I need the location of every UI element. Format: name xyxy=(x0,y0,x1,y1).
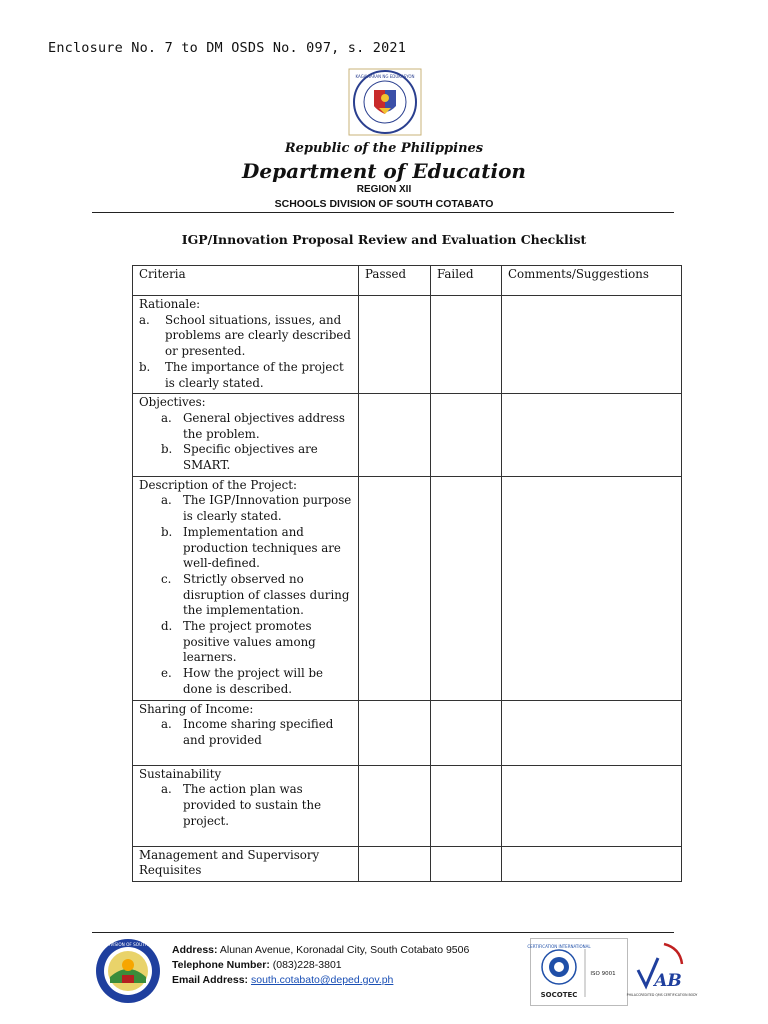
criterion-item xyxy=(139,493,353,524)
criterion-items xyxy=(139,313,353,392)
criteria-cell xyxy=(133,296,359,394)
passed-cell[interactable] xyxy=(359,476,431,700)
republic-line: Republic of the Philippines xyxy=(284,141,484,156)
table-row xyxy=(133,765,682,846)
criterion-items xyxy=(139,411,353,474)
passed-cell[interactable] xyxy=(359,765,431,846)
criterion-item xyxy=(139,411,353,442)
item-text: How the project will be done is described. xyxy=(183,666,324,696)
division-line: SCHOOLS DIVISION OF SOUTH COTABATO xyxy=(274,198,494,210)
failed-cell[interactable] xyxy=(431,700,502,765)
criterion-item xyxy=(139,525,353,572)
item-text: School situations, issues, and problems are clearly described or presented. xyxy=(165,312,351,359)
comments-cell[interactable] xyxy=(502,394,682,477)
header-divider xyxy=(92,212,674,213)
svg-text:CERTIFICATION INTERNATIONAL: CERTIFICATION INTERNATIONAL xyxy=(527,944,591,949)
criterion-item xyxy=(139,360,353,391)
email-link[interactable]: south.cotabato@deped.gov.ph xyxy=(250,974,394,986)
criterion-item xyxy=(139,313,353,360)
item-marker: a. xyxy=(139,312,150,327)
item-text: The project promotes positive values among learners. xyxy=(183,619,316,665)
item-marker: b. xyxy=(161,442,173,457)
table-row xyxy=(133,846,682,881)
header-criteria: Criteria xyxy=(133,266,359,296)
criterion-items xyxy=(139,717,353,748)
item-marker: a. xyxy=(161,493,172,508)
phone-line: Telephone Number: (083)228-3801 xyxy=(172,959,342,971)
item-marker: b. xyxy=(139,359,151,374)
svg-text:PHILACCREDITED QMS CERTIFICATI: PHILACCREDITED QMS CERTIFICATION BODY xyxy=(626,993,698,997)
failed-cell[interactable] xyxy=(431,765,502,846)
header-failed: Failed xyxy=(431,266,502,296)
footer-divider xyxy=(92,932,674,933)
table-row xyxy=(133,296,682,394)
item-marker: a. xyxy=(161,782,172,797)
table-row xyxy=(133,394,682,477)
criteria-cell xyxy=(133,700,359,765)
comments-cell[interactable] xyxy=(502,846,682,881)
item-marker: d. xyxy=(161,619,173,634)
criterion-heading: Description of the Project: xyxy=(139,477,297,492)
item-text: The IGP/Innovation purpose is clearly stated. xyxy=(183,493,352,524)
region-line: REGION XII xyxy=(356,184,412,195)
division-seal-logo xyxy=(84,937,172,1005)
header-passed: Passed xyxy=(359,266,431,296)
item-text: Income sharing specified and provided xyxy=(183,717,334,747)
criteria-cell xyxy=(133,846,359,881)
failed-cell[interactable] xyxy=(431,296,502,394)
table-row xyxy=(133,476,682,700)
passed-cell[interactable] xyxy=(359,296,431,394)
svg-text:SOCOTEC: SOCOTEC xyxy=(540,991,578,999)
email-line: Email Address: south.cotabato@deped.gov.ph xyxy=(172,974,394,986)
item-marker: a. xyxy=(161,410,172,425)
criterion-items xyxy=(139,782,353,829)
comments-cell[interactable] xyxy=(502,700,682,765)
address-line: Address: Alunan Avenue, Koronadal City, South Cotabato 9506 xyxy=(172,944,470,956)
failed-cell[interactable] xyxy=(431,476,502,700)
document-title: IGP/Innovation Proposal Review and Evaluation Checklist xyxy=(181,232,587,247)
criterion-item xyxy=(139,572,353,619)
item-text: General objectives address the problem. xyxy=(183,410,345,441)
criterion-item xyxy=(139,782,353,829)
item-marker: c. xyxy=(161,571,172,586)
criteria-cell xyxy=(133,476,359,700)
deped-seal-logo xyxy=(348,68,422,136)
item-text: The action plan was provided to sustain the project. xyxy=(183,782,322,828)
header-comments: Comments/Suggestions xyxy=(502,266,682,296)
criterion-item xyxy=(139,666,353,697)
ab-accreditation-logo xyxy=(626,938,698,1006)
criterion-item xyxy=(139,619,353,666)
comments-cell[interactable] xyxy=(502,296,682,394)
criterion-item xyxy=(139,717,353,748)
item-text: Strictly observed no disruption of classes during the implementation. xyxy=(183,571,350,618)
criterion-items xyxy=(139,493,353,697)
table-row xyxy=(133,700,682,765)
comments-cell[interactable] xyxy=(502,765,682,846)
criterion-heading: Objectives: xyxy=(139,395,206,410)
item-text: Specific objectives are SMART. xyxy=(183,442,318,473)
failed-cell[interactable] xyxy=(431,394,502,477)
svg-text:ISO 9001: ISO 9001 xyxy=(590,971,616,977)
criterion-heading: Sustainability xyxy=(139,766,222,781)
division-seal-text: SCHOOLS DIVISION OF SOUTH COTABATO xyxy=(84,942,172,947)
failed-cell[interactable] xyxy=(431,846,502,881)
passed-cell[interactable] xyxy=(359,394,431,477)
seal-text: KAGAWARAN NG EDUKASYON xyxy=(355,74,415,79)
passed-cell[interactable] xyxy=(359,700,431,765)
criterion-heading: Management and Supervisory Requisites xyxy=(139,847,320,878)
table-header-row xyxy=(133,266,682,296)
department-name: Department of Education xyxy=(242,159,526,183)
item-marker: e. xyxy=(161,666,172,681)
enclosure-reference: Enclosure No. 7 to DM OSDS No. 097, s. 2021 xyxy=(48,40,407,56)
item-text: The importance of the project is clearly stated. xyxy=(165,359,344,390)
socotec-iso-certification-logo xyxy=(527,938,628,1006)
item-marker: a. xyxy=(161,717,172,732)
svg-text:AB: AB xyxy=(654,971,682,991)
contact-block xyxy=(172,943,469,988)
criterion-item xyxy=(139,442,353,473)
item-marker: b. xyxy=(161,524,173,539)
criteria-cell xyxy=(133,765,359,846)
passed-cell[interactable] xyxy=(359,846,431,881)
checklist-table xyxy=(132,265,682,882)
comments-cell[interactable] xyxy=(502,476,682,700)
criteria-cell xyxy=(133,394,359,477)
criterion-heading: Sharing of Income: xyxy=(139,701,254,716)
item-text: Implementation and production techniques are well-defined. xyxy=(183,524,341,571)
criterion-heading: Rationale: xyxy=(139,297,201,311)
